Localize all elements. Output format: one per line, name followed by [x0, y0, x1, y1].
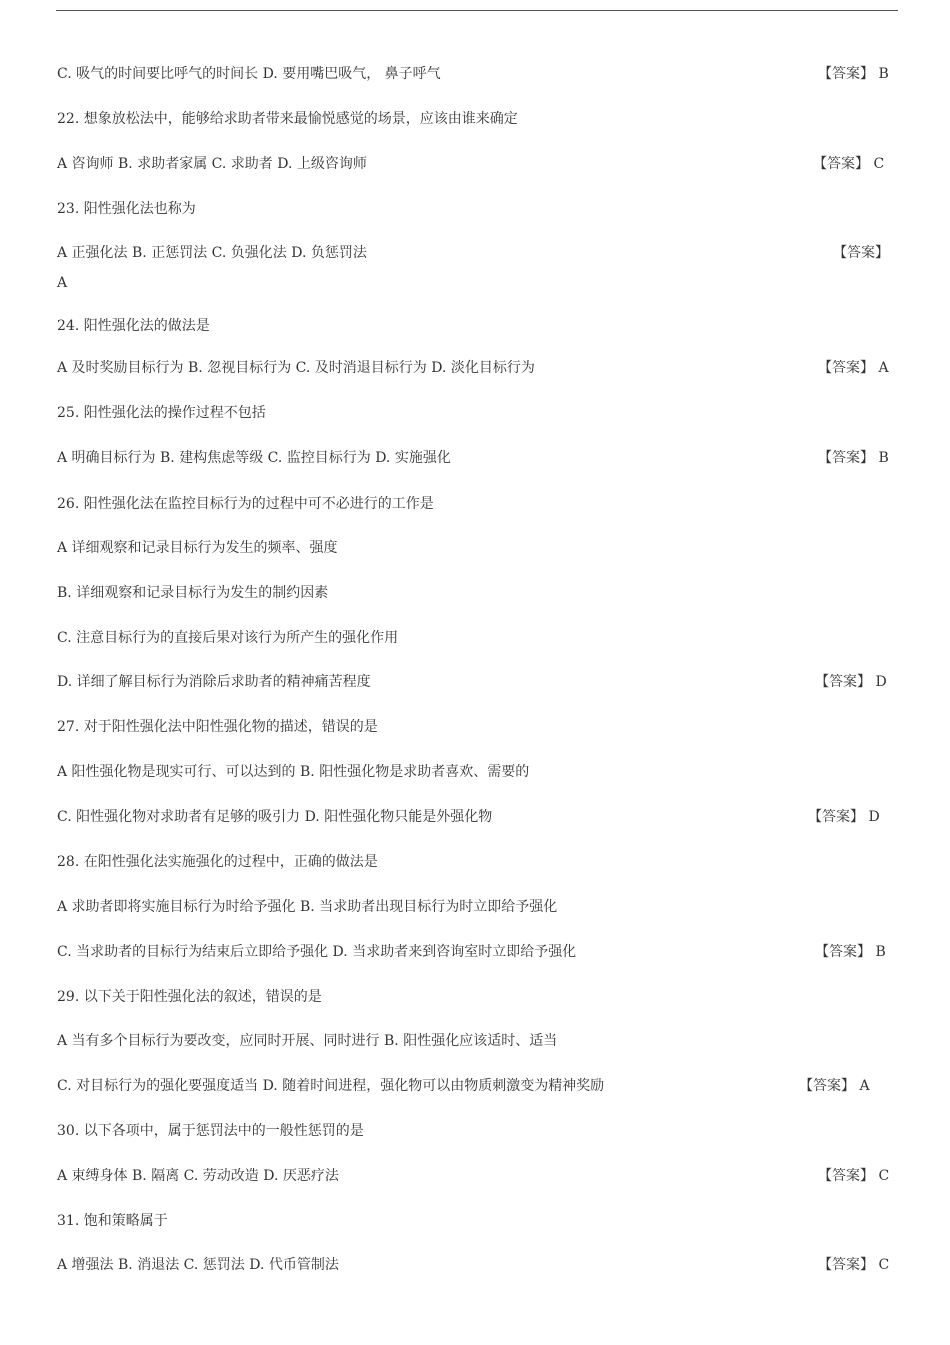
question-24: 24. 阳性强化法的做法是 — [57, 318, 210, 334]
question-29-options-cd: C. 对目标行为的强化要强度适当 D. 随着时间进程，强化物可以由物质刺激变为精神奖励 — [57, 1078, 605, 1094]
answer-21: 【答案】 B — [818, 66, 889, 82]
question-26: 26. 阳性强化法在监控目标行为的过程中可不必进行的工作是 — [57, 496, 434, 512]
question-23: 23. 阳性强化法也称为 — [57, 201, 196, 217]
answer-22: 【答案】 C — [813, 156, 885, 172]
question-27-options-cd: C. 阳性强化物对求助者有足够的吸引力 D. 阳性强化物只能是外强化物 — [57, 809, 493, 825]
question-29: 29. 以下关于阳性强化法的叙述，错误的是 — [57, 989, 322, 1005]
answer-30: 【答案】 C — [818, 1168, 890, 1184]
answer-31: 【答案】 C — [818, 1257, 890, 1273]
question-26-option-d: D. 详细了解目标行为消除后求助者的精神痛苦程度 — [57, 674, 371, 690]
question-30-options: A 束缚身体 B. 隔离 C. 劳动改造 D. 厌恶疗法 — [57, 1168, 339, 1184]
answer-24: 【答案】 A — [818, 360, 889, 376]
answer-28: 【答案】 B — [815, 944, 886, 960]
answer-23-label: 【答案】 — [833, 245, 889, 261]
question-22: 22. 想象放松法中，能够给求助者带来最愉悦感觉的场景，应该由谁来确定 — [57, 111, 518, 127]
question-21-options-cd: C. 吸气的时间要比呼气的时间长 D. 要用嘴巴吸气， 鼻子呼气 — [57, 66, 441, 82]
header-rule — [56, 10, 898, 11]
question-26-option-c: C. 注意目标行为的直接后果对该行为所产生的强化作用 — [57, 630, 399, 646]
answer-29: 【答案】 A — [799, 1078, 870, 1094]
question-30: 30. 以下各项中，属于惩罚法中的一般性惩罚的是 — [57, 1123, 364, 1139]
answer-27: 【答案】 D — [808, 809, 880, 825]
question-27: 27. 对于阳性强化法中阳性强化物的描述，错误的是 — [57, 719, 378, 735]
answer-23-value: A — [57, 275, 68, 291]
question-31-options: A 增强法 B. 消退法 C. 惩罚法 D. 代币管制法 — [57, 1257, 339, 1273]
question-25: 25. 阳性强化法的操作过程不包括 — [57, 405, 266, 421]
question-25-options: A 明确目标行为 B. 建构焦虑等级 C. 监控目标行为 D. 实施强化 — [57, 450, 451, 466]
answer-25: 【答案】 B — [818, 450, 889, 466]
question-24-options: A 及时奖励目标行为 B. 忽视目标行为 C. 及时消退目标行为 D. 淡化目标行为 — [57, 360, 535, 376]
question-23-options: A 正强化法 B. 正惩罚法 C. 负强化法 D. 负惩罚法 — [57, 245, 367, 261]
answer-26: 【答案】 D — [815, 674, 887, 690]
question-22-options: A 咨询师 B. 求助者家属 C. 求助者 D. 上级咨询师 — [57, 156, 367, 172]
question-27-options-ab: A 阳性强化物是现实可行、可以达到的 B. 阳性强化物是求助者喜欢、需要的 — [57, 764, 530, 780]
question-28-options-ab: A 求助者即将实施目标行为时给予强化 B. 当求助者出现目标行为时立即给予强化 — [57, 899, 558, 915]
question-31: 31. 饱和策略属于 — [57, 1213, 168, 1229]
question-29-options-ab: A 当有多个目标行为要改变，应同时开展、同时进行 B. 阳性强化应该适时、适当 — [57, 1033, 558, 1049]
question-28: 28. 在阳性强化法实施强化的过程中，正确的做法是 — [57, 854, 378, 870]
question-28-options-cd: C. 当求助者的目标行为结束后立即给予强化 D. 当求助者来到咨询室时立即给予强化 — [57, 944, 577, 960]
question-26-option-b: B. 详细观察和记录目标行为发生的制约因素 — [57, 585, 329, 601]
question-26-option-a: A 详细观察和记录目标行为发生的频率、强度 — [57, 540, 338, 556]
